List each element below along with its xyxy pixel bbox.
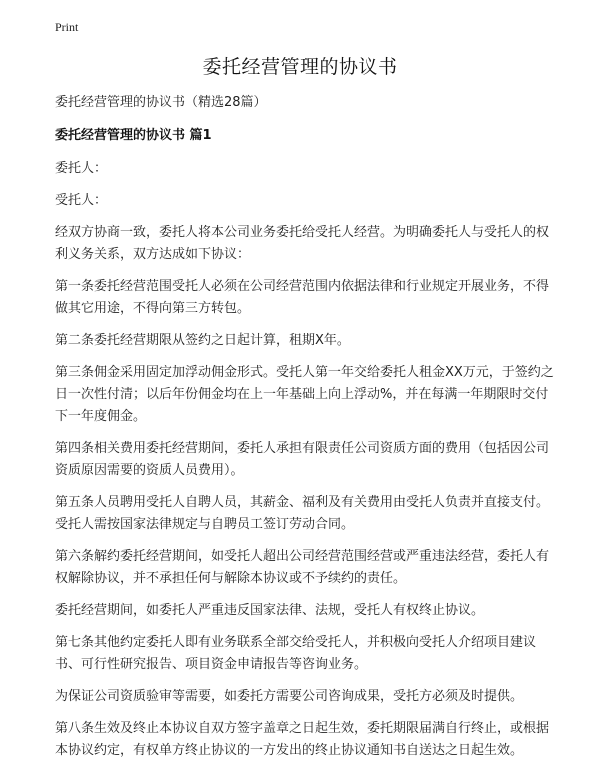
paragraph-article-7: 第七条其他约定委托人即有业务联系全部交给受托人，并积极向受托人介绍项目建议书、可行性研究报告、项目资金申请报告等咨询业务。 bbox=[55, 635, 537, 672]
paragraph-article-2: 第二条委托经营期限从签约之日起计算，租期X年。 bbox=[55, 333, 350, 348]
paragraph-article-1: 第一条委托经营范围受托人必须在公司经营范围内依据法律和行业规定开展业务，不得做其它用途，不得向第三方转包。 bbox=[55, 279, 550, 316]
paragraph-trustee: 受托人： bbox=[55, 193, 108, 208]
document-subtitle: 委托经营管理的协议书（精选28篇） bbox=[55, 95, 267, 110]
paragraph-article-6: 第六条解约委托经营期间，如受托人超出公司经营范围经营或严重违法经营，委托人有权解除协议，并不承担任何与解除本协议或不予续约的责任。 bbox=[55, 549, 550, 586]
paragraph-article-6-supplement: 委托经营期间，如委托人严重违反国家法律、法规，受托人有权终止协议。 bbox=[55, 603, 485, 618]
print-label[interactable]: Print bbox=[55, 20, 79, 34]
document-title: 委托经营管理的协议书 bbox=[202, 56, 398, 78]
paragraph-entrusting-party: 委托人： bbox=[55, 161, 108, 176]
paragraph-preamble: 经双方协商一致，委托人将本公司业务委托给受托人经营。为明确委托人与受托人的权利义务关系，双方达成如下协议： bbox=[55, 225, 550, 262]
paragraph-article-4: 第四条相关费用委托经营期间，委托人承担有限责任公司资质方面的费用（包括因公司资质原因需要的资质人员费用）。 bbox=[55, 441, 550, 478]
section-heading: 委托经营管理的协议书 篇1 bbox=[55, 128, 212, 143]
paragraph-article-7-supplement: 为保证公司资质验审等需要，如委托方需要公司咨询成果，受托方必须及时提供。 bbox=[55, 689, 524, 704]
paragraph-article-8: 第八条生效及终止本协议自双方签字盖章之日起生效，委托期限届满自行终止，或根据本协议约定，有权单方终止协议的一方发出的终止协议通知书自送达之日起生效。 bbox=[55, 721, 550, 758]
document-body bbox=[55, 92, 555, 762]
paragraph-article-3: 第三条佣金采用固定加浮动佣金形式。受托人第一年交给委托人租金XX万元，于签约之日一次性付清；以后年份佣金均在上一年基础上向上浮动%，并在每满一年期限时交付下一年度佣金。 bbox=[55, 365, 554, 424]
paragraph-article-5: 第五条人员聘用受托人自聘人员，其薪金、福利及有关费用由受托人负责并直接支付。受托人需按国家法律规定与自聘员工签订劳动合同。 bbox=[55, 495, 550, 532]
